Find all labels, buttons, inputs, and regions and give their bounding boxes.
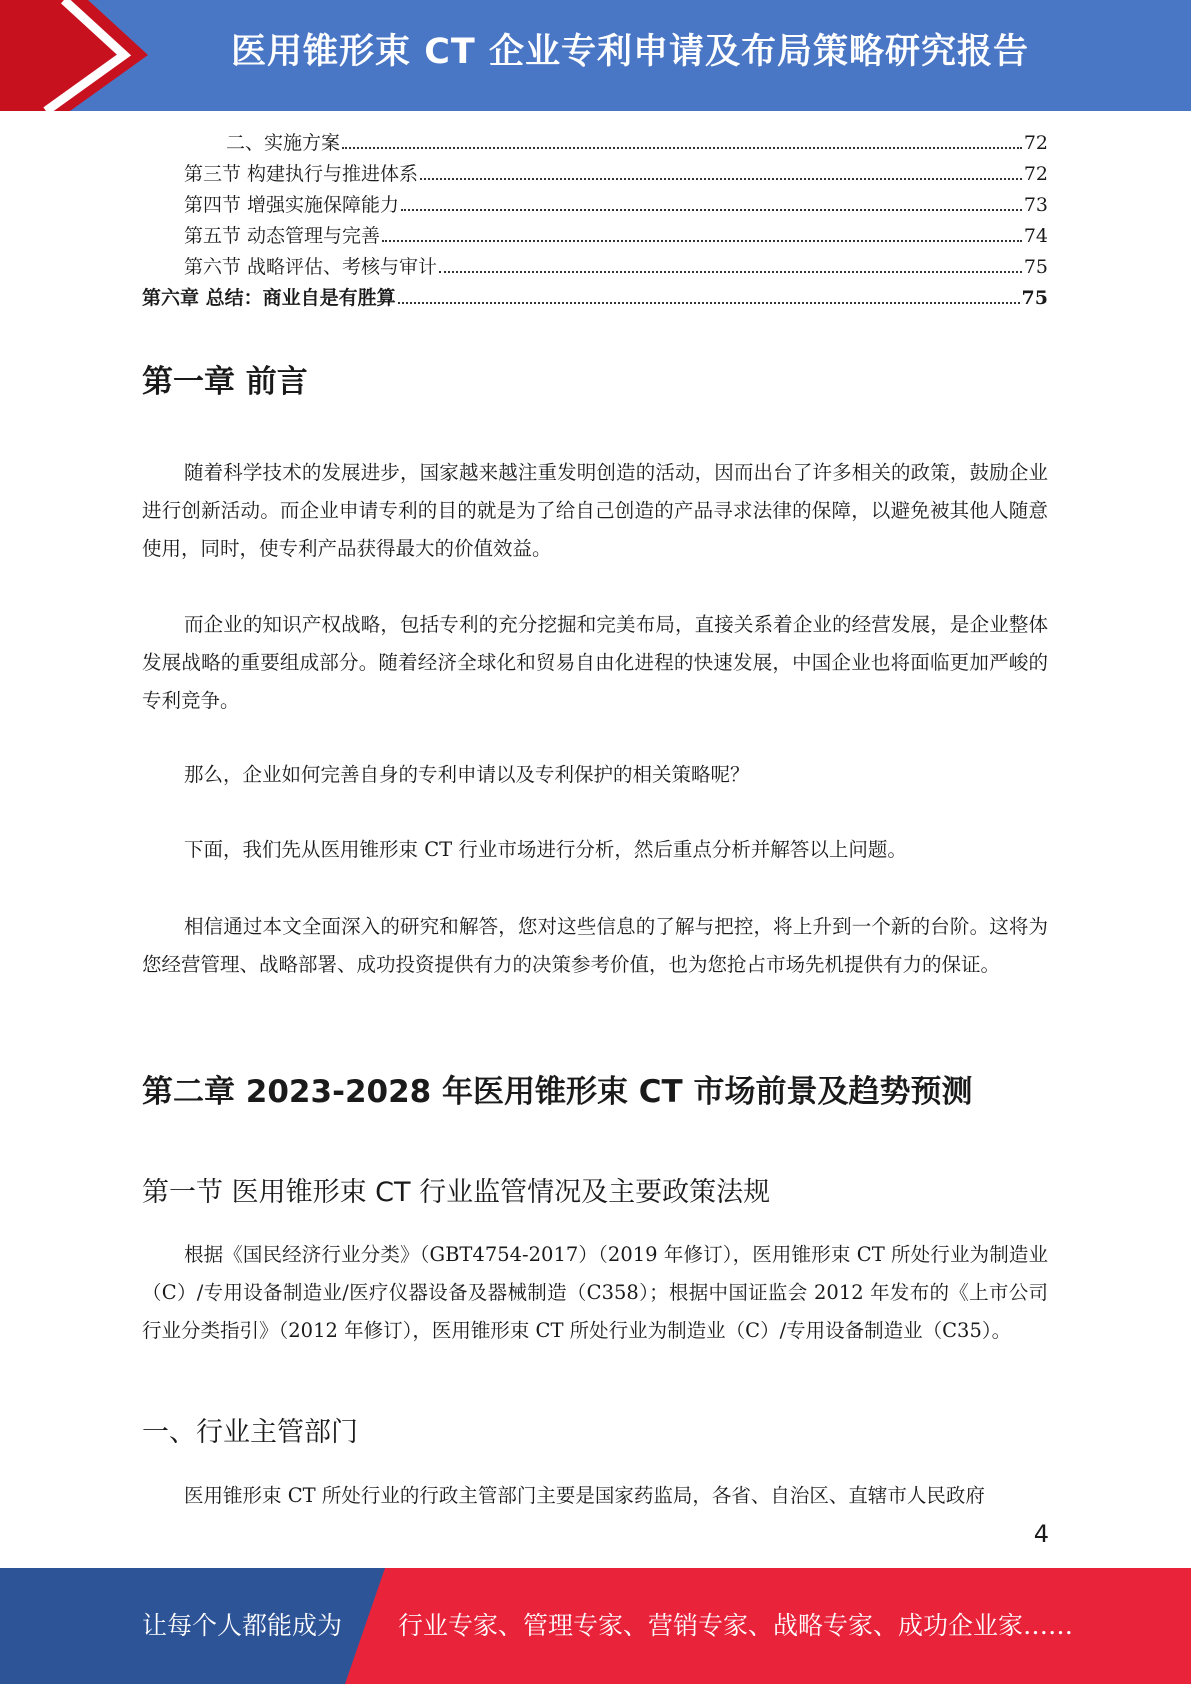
toc-entry-page: 72 (1023, 132, 1048, 154)
toc-entry[interactable] (142, 159, 1048, 190)
toc-entry-label: 二、实施方案 (226, 132, 341, 154)
toc-entry[interactable] (142, 252, 1048, 283)
toc-leader-dots (398, 302, 1020, 304)
toc-entry-page: 75 (1021, 287, 1048, 309)
chapter-heading: 第一章 前言 (142, 364, 308, 400)
report-title: 医用锥形束 CT 企业专利申请及布局策略研究报告 (231, 32, 1029, 72)
body-paragraph: 根据《国民经济行业分类》（GBT4754-2017）（2019 年修订），医用锥形束 CT 所处行业为制造业（C）/专用设备制造业/医疗仪器设备及器械制造（C358）；根据中国证监会 2012 年发布的《上市公司行业分类指引》（2012 年修订），医用锥形束 CT 所处行业为制造业（C）/专用设备制造业（C35）。 (142, 1243, 1048, 1342)
toc-leader-dots (342, 147, 1022, 149)
toc-entry-label: 第三节 构建执行与推进体系 (184, 163, 419, 185)
chapter-heading: 第二章 2023-2028 年医用锥形束 CT 市场前景及趋势预测 (142, 1074, 973, 1110)
toc-entry[interactable] (142, 190, 1048, 221)
toc-entry-page: 73 (1023, 194, 1048, 216)
subsection-heading: 一、行业主管部门 (142, 1417, 358, 1448)
toc-entry-label: 第六节 战略评估、考核与审计 (184, 256, 438, 278)
footer-slogan: 让每个人都能成为 (142, 1611, 343, 1640)
toc-entry[interactable] (142, 221, 1048, 252)
body-paragraph: 下面，我们先从医用锥形束 CT 行业市场进行分析，然后重点分析并解答以上问题。 (184, 838, 907, 861)
table-of-contents (142, 128, 1048, 314)
toc-leader-dots (439, 271, 1022, 273)
header-band (0, 0, 1191, 111)
body-paragraph: 随着科学技术的发展进步，国家越来越注重发明创造的活动，因而出台了许多相关的政策，鼓励企业进行创新活动。而企业申请专利的目的就是为了给自己创造的产品寻求法律的保障，以避免被其他人随意使用，同时，使专利产品获得最大的价值效益。 (142, 461, 1048, 560)
page-number: 4 (1033, 1520, 1049, 1548)
toc-entry[interactable] (142, 283, 1048, 314)
toc-leader-dots (382, 240, 1022, 242)
toc-leader-dots (401, 209, 1022, 211)
toc-entry[interactable] (142, 128, 1048, 159)
body-paragraph: 相信通过本文全面深入的研究和解答，您对这些信息的了解与把控，将上升到一个新的台阶。这将为您经营管理、战略部署、成功投资提供有力的决策参考价值，也为您抢占市场先机提供有力的保证。 (142, 915, 1048, 976)
toc-entry-page: 74 (1023, 225, 1048, 247)
toc-entry-label: 第四节 增强实施保障能力 (184, 194, 400, 216)
body-paragraph: 而企业的知识产权战略，包括专利的充分挖掘和完美布局，直接关系着企业的经营发展，是企业整体发展战略的重要组成部分。随着经济全球化和贸易自由化进程的快速发展，中国企业也将面临更加严峻的专利竞争。 (142, 613, 1048, 712)
toc-entry-label: 第五节 动态管理与完善 (184, 225, 381, 247)
body-paragraph: 那么，企业如何完善自身的专利申请以及专利保护的相关策略呢？ (184, 763, 750, 786)
header-red-arrow-icon (0, 0, 150, 111)
footer-band (0, 1568, 1191, 1684)
toc-leader-dots (420, 178, 1022, 180)
body-paragraph: 医用锥形束 CT 所处行业的行政主管部门主要是国家药监局，各省、自治区、直辖市人民政府 (184, 1484, 985, 1507)
footer-roles: 行业专家、管理专家、营销专家、战略专家、成功企业家…… (398, 1611, 1074, 1640)
toc-entry-page: 75 (1023, 256, 1048, 278)
toc-entry-label: 第六章 总结：商业自是有胜算 (142, 287, 396, 309)
toc-entry-page: 72 (1023, 163, 1048, 185)
section-heading: 第一节 医用锥形束 CT 行业监管情况及主要政策法规 (142, 1177, 771, 1208)
